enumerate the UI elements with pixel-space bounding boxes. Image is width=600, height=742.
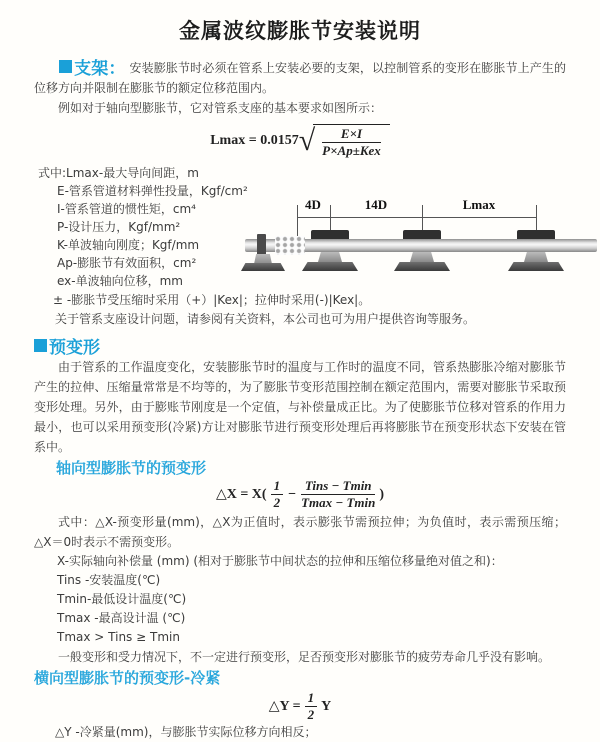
axial-definition-item: X-实际轴向补偿量 (mm) (相对于膨胀节中间状态的拉伸和压缩位移量绝对值之和)： [57,554,503,568]
axial-definition-item: Tmax > Tins ≥ Tmin [57,630,180,644]
dimension-label-4d: 4D [305,197,321,212]
dimension-label-lmax: Lmax [462,197,496,212]
definition-item: P-设计压力，Kgf/mm² [57,220,181,234]
preform-section-header [34,337,566,357]
axial-preform-formula [34,479,566,510]
lateral-formula-lhs: △Y = [268,698,301,714]
lateral-definition-line: △Y -冷紧量(mm)，与膨胀节实际位移方向相反； [55,725,317,739]
preform-section-label: 预变形 [49,338,100,358]
fraction-denominator: Tmax − Tmin [301,495,376,510]
support-cap [311,230,349,239]
lmax-formula-fraction [322,127,381,158]
guide-support [508,230,564,278]
axial-definitions-list [34,552,566,647]
section-bullet-icon [59,60,72,73]
guide-support [394,230,450,278]
preform-body-paragraph: 由于管系的工作温度变化，安装膨胀节时的温度与工作时的温度不同，管系热膨胀冷缩对膨胀节产生的拉伸、压缩量常常是不均等的，为了膨胀节变形范围控制在额定范围内，需要对膨胀节采取预变形处理。另外，由于膨账节刚度是一个定值，与补偿量成正比。为了使膨胀节位移对管系的作用力最小，也可以采用预变形(冷紧)方让对膨胀节进行预变形处理后再将膨胀节在预变形状态下安装在管系中。 [34,360,566,454]
axial-formula-lhs: △X = X( [215,486,267,502]
definitions-lead: 式中:Lmax-最大导向间距，m [38,166,199,180]
support-stem [524,252,548,262]
one-half-fraction [305,691,318,722]
fraction-denominator: P×Ap±Kex [322,143,381,158]
page-title: 金属波纹膨胀节安装说明 [179,19,421,43]
support-base [394,262,450,271]
definition-item: ex-单波轴向位移，mm [57,274,183,288]
lateral-formula-rhs: Y [321,698,332,714]
plus-minus-note: ± -膨胀节受压缩时采用（+）|Kex|；拉伸时采用(-)|Kex|。 [53,293,371,307]
axial-explanation-paragraph: 式中：△X-预变形量(mm)，△X为正值时，表示膨张节需预拉伸；为负值时，表示需预压缩；△X＝0时表示不需预变形。 [34,515,566,549]
definition-item: Ap-膨胀节有效面积，cm² [57,256,197,270]
fraction-denominator: 2 [273,495,281,510]
one-half-fraction [271,479,284,510]
dimension-label-14d: 14D [364,197,388,212]
support-cap [517,230,555,239]
axial-definition-item: Tins -安装温度(℃) [57,573,161,587]
fraction-numerator: 1 [271,479,284,495]
lateral-preform-heading: 横向型膨胀节的预变形-冷紧 [34,669,221,687]
definition-item: K-单波轴向刚度；Kgf/mm [57,238,200,252]
fraction-numerator: 1 [305,691,318,707]
axial-preform-heading: 轴向型膨胀节的预变形 [56,459,207,477]
section-bullet-icon [34,339,47,352]
support-cap [403,230,441,239]
axial-note-paragraph: 一般变形和受力情况下，不一定进行预变形，足否预变形对膨胀节的疲劳寿命几乎没有影响。 [58,650,551,664]
definition-item: I-管系管道的惯性矩，cm⁴ [57,202,196,216]
support-base [302,262,358,271]
support-base [241,263,285,271]
pipe-support-diagram [245,197,597,292]
axial-formula-rhs: ) [379,486,385,502]
axial-definition-item: Tmax -最高设计温 (℃) [57,611,186,625]
support-stem [410,252,434,262]
support-base [508,262,564,271]
sqrt-radical-icon: √ [298,124,316,157]
service-note: 关于管系支座设计问题，请参阅有关资料，本公司也可为用户提供咨询等服务。 [55,312,476,326]
support-stem [318,252,342,262]
guide-support [302,230,358,278]
anchor-support [235,230,291,278]
dimension-line [297,217,536,218]
fraction-numerator: Tins − Tmin [301,479,375,495]
dimension-tick [297,205,298,239]
lateral-preform-formula [34,691,566,722]
support-stem [254,254,272,264]
fraction-numerator: E×I [322,127,381,143]
support-section-label: 支架： [74,59,126,79]
minus-operator: − [288,486,297,502]
definitions-and-diagram [34,164,566,290]
lmax-formula [34,124,566,158]
temperature-ratio-fraction [301,479,375,510]
lmax-formula-radicand [313,124,390,158]
lmax-formula-lhs: Lmax = 0.0157 [210,133,299,148]
axial-definition-item: Tmin-最低设计温度(℃) [57,592,187,606]
definition-item: E-管系管道材料弹性投量，Kgf/cm² [57,184,248,198]
fraction-denominator: 2 [307,707,315,722]
support-intro-text: 安装膨胀节时必须在管系上安装必要的支架，以控制管系的变形在膨胀节上产生的位移方向并限制在膨胀节的额定位移范围内。 [34,61,566,95]
support-section-paragraph [34,58,566,98]
example-line: 例如对于轴向型膨胀节，它对管系支座的基本要求如图所示： [58,101,383,115]
